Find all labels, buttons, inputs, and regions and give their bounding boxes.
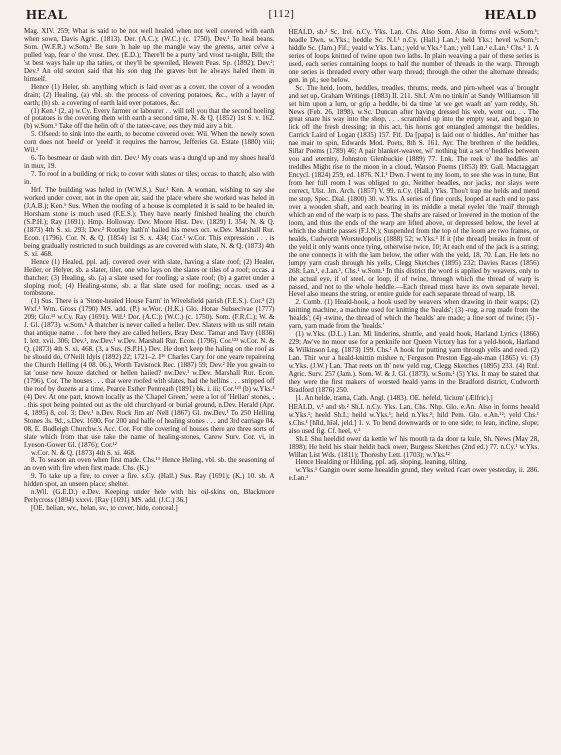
right-column — [289, 28, 540, 753]
left-column-paragraph: n.Wil. (G.E.D.) e.Dev. Keeping under hele with his oil-skins on, Blackmore Perlycross (1894) xxxvi. [Ray (1691) MS. add. (J.C.) 36.] — [24, 488, 275, 505]
text-columns — [24, 28, 539, 753]
left-column-paragraph: [OE. helian, wv., helan, sv., to cover, hide, conceal.] — [31, 504, 178, 513]
right-column-paragraph: Hence Healding or Hilding, ppl. adj. sloping, leaning, tilting. — [295, 458, 468, 467]
left-column-paragraph: Hence (1) Healed, ppl. adj. covered over with slate, having a slate roof; (2) Healer, Heiler, or Helyer, sb. a slater, tiler, one who lays on the slates or tiles of a roof; occas. a thatcher; (3) Healing, sb. (a) a slate used for roofing; a slate roof; (b) a garret under a sloping roof; (4) Healing-stone, sb. a flat slate used for roofing; occas. used as a tombstone. — [24, 257, 275, 298]
left-column-paragraph: Hrf. The building was heled in (W.W.S.). Sur.¹ Ken. A woman, wishing to say she worked under cover, not in the open air, said the place where she worked was heled in (J.A.B.); Ken.¹ Sus. When the roofing of a house is completed it is said to be healed in. Horsham stone is much used (F.E.S.); They have nearly finished healing the church (S.P.H.); Ray (1691). Hmp. Holloway. Dev. Moore Hist. Dev. (1829) I. 354; N. & Q. (1873) 4th S. xi. 293; Dev.² Routley hath'n' hailed his mews oct. w.Dev. Marshall Rur. Econ. (1796). Cor. N. & Q. (1854) 1st S. x. 434; Cor.¹ w.Cor. This expression . . . is being gradually restricted to such buildings as are covered with slate, N. & Q. (1873) 4th S. xi. 468. — [24, 186, 275, 258]
right-column-paragraph: HEALD, sb.¹ Sc. Irel. n.Cy. Yks. Lan. Chs. Also Som. Also in forms evel w.Som.¹; headle Dwn. w.Yks.; heddle Sc. N.I.¹ n.Cy. (Hall.) Lan.¹; held Yks.; hevel w.Som.¹; hiddle Sc. (Jam.) Fif.; yeald w.Yks. Lan.; yeld w.Yks.² Lan.; yell Lan.¹ e.Lan.¹ Chs.¹ 1. A series of loops knitted of twine upon two laths. In plain weaving a pair of these series is used, each series containing loops to half the number of threads in the warp. Through one series is threaded every other warp thread; through the other the alternate threads; gen. in pl.; see below. — [288, 28, 539, 84]
left-column-paragraph: Mag. XIV. 259; What is said to be not well healed when not well covered with earth when sown, Davis Agric. (1813). Der. (A.C.); (W.C.) (c. 1750). Dev.¹ To heal beans. Som. (W.F.R.) w.Som.¹ Be sure 'n hale up the mangle way the greens, arter ce've a pulled 'eap, fear o' the vrost. Dev. (E.D.); There'll be a purty 'ard vrost ta-night, Bill; the 'st best ways hale up tha taties, or they'll be spwoiled, Hewett Peas. Sp. (1892); Dev.²; Dev.³ An old sexton said that his son dug the graves but he always haled them in himself. — [24, 28, 275, 83]
right-column-paragraph: HEALD, v.² and sb.² Sh.I. n.Cy. Yks. Lan. Chs. Nhp. Glo. e.An. Also in forms heeald w.Yks.¹; heeld Sh.I.; heild w.Yks.¹; held n.Yks.²; hild Pem. Glo. e.An.¹²; yeld Chs.¹ s.Chs.¹ [hīld, hīəl, jeld.] 1. v. To bend downwards or to one side; to lean, incline, slope; also used fig. Cf. heel, v.² — [288, 402, 539, 435]
running-head-right: HEALD — [484, 8, 537, 23]
page-header — [24, 4, 539, 24]
left-column-paragraph: 9. To take up a fire, to cover a fire. s.Cy. (Hall.) Sus. Ray (1691); (K.) 10. sb. A hidden spot, an unseen place; shelter. — [24, 472, 275, 489]
right-column-paragraph: Sh.I. Shu heeldid ower da kettle wi' his mouth ta da door ta kule, Sh. News (May 28, 1898); He held his shair heldit back ower, Burgess Sketches (2nd ed.) 77. n.Cy.¹ w.Yks. Willan List Wds. (1811); Thoresby Lett. (1703); w.Yks.¹² — [288, 434, 539, 459]
right-column-paragraph: Sc. The heid, loom, heddles, treadles, thrums, reeds, and pirn-wheel was a' brought and set up, Graham Writings (1883) II. 211. Sh.I. A'm no tinkin' at Sandy Williamson 'ill set him upon a lum, or grip a heddle, bi da time 'at we get waaft an' yarn reddy, Sh. News (Feb. 26, 1898). w.Sc. Duncan after having dressed his web, went out. . . The great snare his way into the shop, . . . scrambled up into the empty seat, and began to lick off the fresh dressing; in this act, his horns got entangled amongst the heddles, Carrick Laird of Logan (1835) 157. Fif. Da [papa] is laid out o' hiddles, An' mither has nae mair to spin, Edwards Mod. Poets, 8th S. 161. Ayr. The brethren o' the heddles, Sillar Poems (1789) 46; A pair blanket-weaver, wi' nothing but a set o' heddles between you and eternity, Johnston Glenbuckie (1889) 77. Lnk. The reek o' the heddles an' treddles Might rise to the moon in a cloud, Watson Poems (1853) 89. Gall. Mactaggart Encycl. (1824) 259, ed. 1876. N.I.¹ Dwn. I went to my loom, to see she was in tune, But from her full room I was obliged to go, Neither beadles, nor jacks, nor slays were correct, Ulst. Jrn. Arch. (1857) V. 99. n.Cy. (Hall.) Yks. Thou't trap me helds and mend me stop, Spec. Dial. (1800) 30. w.Yks. A series of fine cords, looped at each end to pass over a wooden shaft, and each bearing in its middle a metal eyelet 'the 'mail' through which an end of the warp is to pass. The shafts are raised or lowered in the motion of the loom, and thus the ends of the warp are lifted above, or depressed below, the level at which the shuttle passes (F.J.N.); Suspended from the top of the loom are two frames, or healds, Cudworth Worstedopolis (1888) 52; w.Yks.³ If it [the thread] breaks in front of the yeld it only wants once tying, otherwise twice, 10; At each end of the jack is a string; the one connects it with the lam below, the other with the yeld, 18, 70. Lan. He lets no lumpy yarn crash through his yells, Clegg Sketches (1895) 232; Davies Races (1856) 268; Lan.¹, e.Lan.¹, Chs.¹ w.Som.¹ In this district the word is applied by weavers, only to the actual eye, if of steel, or loop, if of twine, through which the thread of warp is passed, and not to the whole heddle.—Each thread must have its own separate hevel. Hevel also means the string, or entire guide for each separate thread of warp, 18. — [288, 83, 539, 299]
right-column-paragraph: 2. Comb. (1) Heald-hook, a hook used by weavers when drawing in their warps; (2) knitting machine, a machine used for knitting the 'healds'; (3) -rug, a rug made from the 'healds'; (4) -twine, the thread of which the 'healds' are made; a fine sort of twine; (5) -yarn, yarn made from the 'healds.' — [288, 298, 539, 331]
left-column — [24, 28, 275, 753]
left-column-paragraph: (1) Ken.¹ (2, a) w.Cy. Every farmer or labourer . . will tell you that the second hoeling of potatoes is the covering them with earth a second time, N. & Q. (1852) 1st S. v. 162. (b) w.Som.¹ Take off the helin oft o' the tatee-cave, ees they mid airy a bit. — [24, 106, 275, 131]
right-column-paragraph: [1. An helde, trama, Cath. Angl. (1483). OE. hefeld, 'licium' (Ælfric).] — [295, 393, 493, 402]
left-column-paragraph: 6. To besmear or daub with dirt. Dev.¹ My coats was a dung'd up and my shoes heal'd in mux, 19. — [24, 154, 275, 171]
left-column-paragraph: Hence (1) Heler, sb. anything which is laid over as a cover, the cover of a wooden drain; (2) Healing, (a) vbl. sb. the process of covering potatoes, &c., with a layer of earth; (b) sb. a covering of earth laid over potatoes, &c. — [24, 82, 275, 107]
right-column-paragraph: (1) w.Yks. (D.L.) Lan. Mi linderins, shuttle, and yeald hook, Harland Lyrics (1866) 229; Aw've no moor use for a penknife nor Queen Victory has for a yeld-hook, Harland & Wilkinson Leg. (1873) 199. Chs.¹ A hook for putting yarn through yells and reed. (2) Lan. Thir wur a heald-knittin mishee n, Ferguson Preston Egg-ale-man (1865) vi. (3) w.Yks. (J.W.) Lan. That reets on th' new yeld rug, Clegg Sketches (1895) 233. (4) Rnf. Agric. Surv. 257 (Jam.). Som. W. & J. Gl. (1873). w.Som.¹ (5) Yks. It may be stated that they were the first makers of worsted heald yarns in the Bradford district, Cudworth Bradford (1876) 250. — [288, 330, 539, 394]
left-column-paragraph: w.Cor. N. & Q. (1873) 4th S. xi. 468. — [31, 448, 136, 457]
left-column-paragraph: (1) Sus. There is a 'Stone-healed House Farm' in Wivelsfield parish (F.E.S.). Cor.² (2) Wxf.¹ Wm. Gross (1790) MS. add. (P.) w.Wor. (H.K.) Glo. Horae Subsecivae (1777) 209; Glo.¹² w.Cy. Ray (1691). Wil.¹ Dor. (A.C.); (W.C.) (c. 1750). Som. (F.R.C.); W. & J. Gl. (1873). w.Som.¹ A thatcher is never called a heller. Dev. Slaters with us still retain that antique name . . for here they are called hellers, Bray Desc. Tamar and Tavy (1836) I. lett. xvii. 306; Dev.¹, nw.Dev.¹ w.Dev. Marshall Rur. Econ. (1796). Cor.¹²³ w.Cor. N. & Q. (1873) 4th S. xi. 468. (3, a Sus. (S.P.H.) Dev. He don't keep the haling on the roof as he should do, O'Neill Idyls (1892) 22; 1721–2. I¹⁶ Charles Cary for one yeare repaireing the Church Helling (4 08. 06.), Worth Tavistock Rec. (1887) 59; Dev.² He you gwain to lat 'ouse new houze datched or hellen haiied? nw.Dev.¹ w.Dev. Marshall Rur. Econ. (1796). Cor. The houses . . . that were roofed with slates, had the hellins . . . stripped off the roof by dozens at a time, Pearce Esther Pentreath (1891) bk. i. iii; Cor.¹²³ (b) w.Yks.³ (4) Dev. At one part, known locally as the 'Chapel Green,' were a lot of 'Hellan' stones, . . this spot being pointed out as the old churchyard or burial ground, n.Dev. Herald (Apr. 4, 1895) 8, col. 3; Dev.¹ n.Dev. Rock Jim an' Nell (1867) Gl. nw.Dev.¹ To 250 Helling Stones 3s. 9d., s.Dev. 1690. For 200 and halfe of healing stones . . . and 3rd carriage 04. 08, E. Budleigh Churchw.'s Acc. Cor. For the covering of houses there are three sorts of slate which from that use take the name of healing-stones, Carew Surv. Cor. vi, in Lyeson-Gower Gl. (1876); Cor.¹² — [24, 297, 275, 449]
left-column-paragraph: 8. To season an oven when first made. Chs.¹³ Hence Heling, vbl. sb. the seasoning of an oven with fire when first made. Chs. (K.) — [24, 456, 275, 473]
right-column-paragraph: w.Yks.¹ Gangin ower some heealdin grund, they welted t'cart ower yesterday, ii. 286. e.Lan.¹ — [288, 466, 539, 483]
page-number: [112] — [268, 8, 295, 20]
left-column-paragraph: 5. Ofseed: to sink into the earth, to become covered over. Wil. When the newly sown corn does not 'heeld' or 'yeeld' it requires the harrow, Jefferies Gt. Estate (1880) viii; Wil.¹ — [24, 130, 275, 155]
running-head-left: HEAL — [26, 8, 68, 23]
left-column-paragraph: 7. To roof in a building or rick; to cover with slates or tiles; occas. to thatch; also with in. — [24, 170, 275, 187]
